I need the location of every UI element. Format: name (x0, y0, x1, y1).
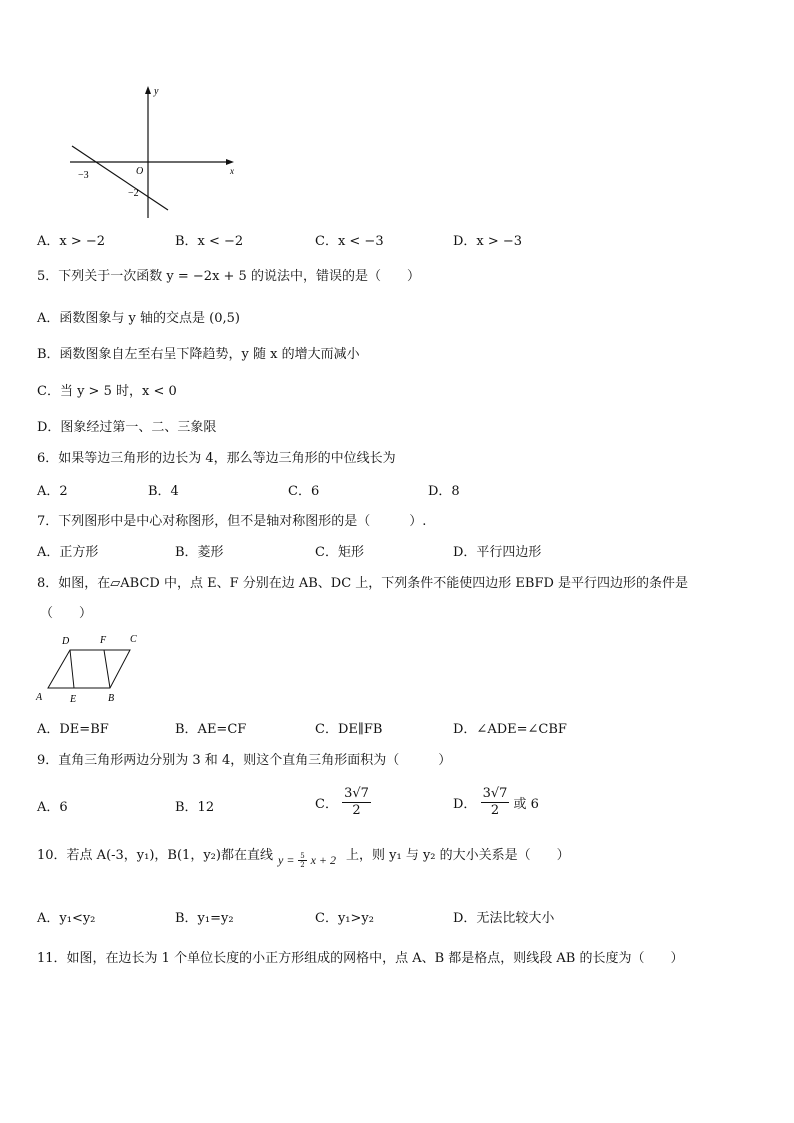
x-label: x (230, 166, 234, 176)
fraction-denominator: 2 (352, 803, 361, 818)
q9-option-c[interactable] (315, 786, 371, 819)
q8-option-c[interactable]: C．DE∥FB (315, 722, 383, 737)
q7-option-b[interactable]: B．菱形 (175, 545, 224, 560)
q6-option-c[interactable]: C．6 (288, 484, 320, 499)
q7-option-a[interactable]: A．正方形 (37, 545, 99, 560)
q9-option-c-fraction (342, 786, 371, 819)
q9-stem: 9．直角三角形两边分别为 3 和 4，则这个直角三角形面积为（ ） (37, 753, 452, 768)
q10-line-equation (278, 852, 336, 869)
q10-stem-b: 上，则 y₁ 与 y₂ 的大小关系是（ ） (346, 848, 570, 863)
parallelogram-abcd (48, 650, 130, 688)
origin-label: O (136, 166, 144, 177)
q8-stem-bracket: （ ） (40, 606, 93, 621)
q8-stem: 8．如图，在▱ABCD 中，点 E、F 分别在边 AB、DC 上，下列条件不能使四边形 EBFD 是平行四边形的条件是 (37, 576, 689, 591)
q10-option-b[interactable]: B．y₁=y₂ (175, 911, 234, 926)
q6-option-a[interactable]: A．2 (37, 484, 68, 499)
y-label: y (154, 86, 159, 97)
q9-option-c-prefix: C． (315, 797, 338, 812)
parallelogram-figure (32, 630, 144, 706)
q5-option-a[interactable]: A．函数图象与 y 轴的交点是 (0,5) (37, 311, 240, 326)
label-c: C (130, 634, 137, 645)
q10-option-a[interactable]: A．y₁<y₂ (37, 911, 96, 926)
q10-option-c[interactable]: C．y₁>y₂ (315, 911, 374, 926)
segment-de (70, 650, 74, 688)
q6-option-d[interactable]: D．8 (428, 484, 460, 499)
q6-stem: 6．如果等边三角形的边长为 4，那么等边三角形的中位线长为 (37, 451, 396, 466)
q8-option-b[interactable]: B．AE=CF (175, 722, 247, 737)
q9-option-d-suffix: 或 6 (513, 797, 539, 812)
q4-option-c[interactable]: C．x < −3 (315, 234, 384, 249)
label-e: E (70, 694, 77, 705)
coefficient-denominator: 2 (300, 861, 305, 869)
y-intercept-label: −2 (128, 188, 139, 199)
q9-option-d[interactable] (453, 786, 539, 819)
q8-option-d[interactable]: D．∠ADE=∠CBF (453, 722, 567, 737)
equation-rhs: x + 2 (310, 853, 336, 867)
q11-stem: 11．如图，在边长为 1 个单位长度的小正方形组成的网格中，点 A、B 都是格点，则线段 AB 的长度为（ ） (37, 951, 684, 966)
q9-option-d-prefix: D． (453, 797, 477, 812)
q6-option-b[interactable]: B．4 (148, 484, 179, 499)
label-a: A (36, 692, 43, 703)
fraction-numerator: 3√7 (482, 786, 508, 801)
q10-option-d[interactable]: D．无法比较大小 (453, 911, 555, 926)
q5-stem: 5．下列关于一次函数 y = −2x + 5 的说法中，错误的是（ ） (37, 269, 420, 284)
label-d: D (62, 636, 70, 647)
q4-graph-svg (62, 84, 242, 220)
q9-option-a[interactable]: A．6 (37, 800, 68, 815)
label-b: B (108, 693, 115, 704)
equation-coefficient (298, 852, 306, 869)
label-f: F (100, 635, 107, 646)
q7-option-d[interactable]: D．平行四边形 (453, 545, 542, 560)
q8-option-a[interactable]: A．DE=BF (37, 722, 109, 737)
q9-option-b[interactable]: B．12 (175, 800, 215, 815)
equation-lhs: y = (278, 853, 295, 867)
q5-option-c[interactable]: C．当 y > 5 时，x < 0 (37, 384, 177, 399)
q7-stem: 7．下列图形中是中心对称图形，但不是轴对称图形的是（ ）. (37, 514, 427, 529)
q9-option-d-fraction (481, 786, 510, 819)
q5-option-d[interactable]: D．图象经过第一、二、三象限 (37, 420, 217, 435)
q4-option-d[interactable]: D．x > −3 (453, 234, 523, 249)
q5-option-b[interactable]: B．函数图象自左至右呈下降趋势，y 随 x 的增大而减小 (37, 347, 360, 362)
q4-option-b[interactable]: B．x < −2 (175, 234, 244, 249)
x-intercept-label: −3 (78, 170, 89, 181)
q4-option-a[interactable]: A．x > −2 (37, 234, 106, 249)
segment-fb (104, 650, 110, 688)
y-axis-arrow (145, 86, 151, 94)
q8-figure (32, 630, 144, 706)
x-axis-arrow (226, 159, 234, 165)
q10-stem-a: 10．若点 A(-3，y₁)，B(1，y₂)都在直线 (37, 848, 273, 863)
coefficient-numerator: 5 (300, 852, 305, 860)
fraction-numerator: 3√7 (344, 786, 369, 801)
q7-option-c[interactable]: C．矩形 (315, 545, 364, 560)
fraction-denominator: 2 (490, 803, 500, 818)
q4-graph (62, 84, 242, 220)
